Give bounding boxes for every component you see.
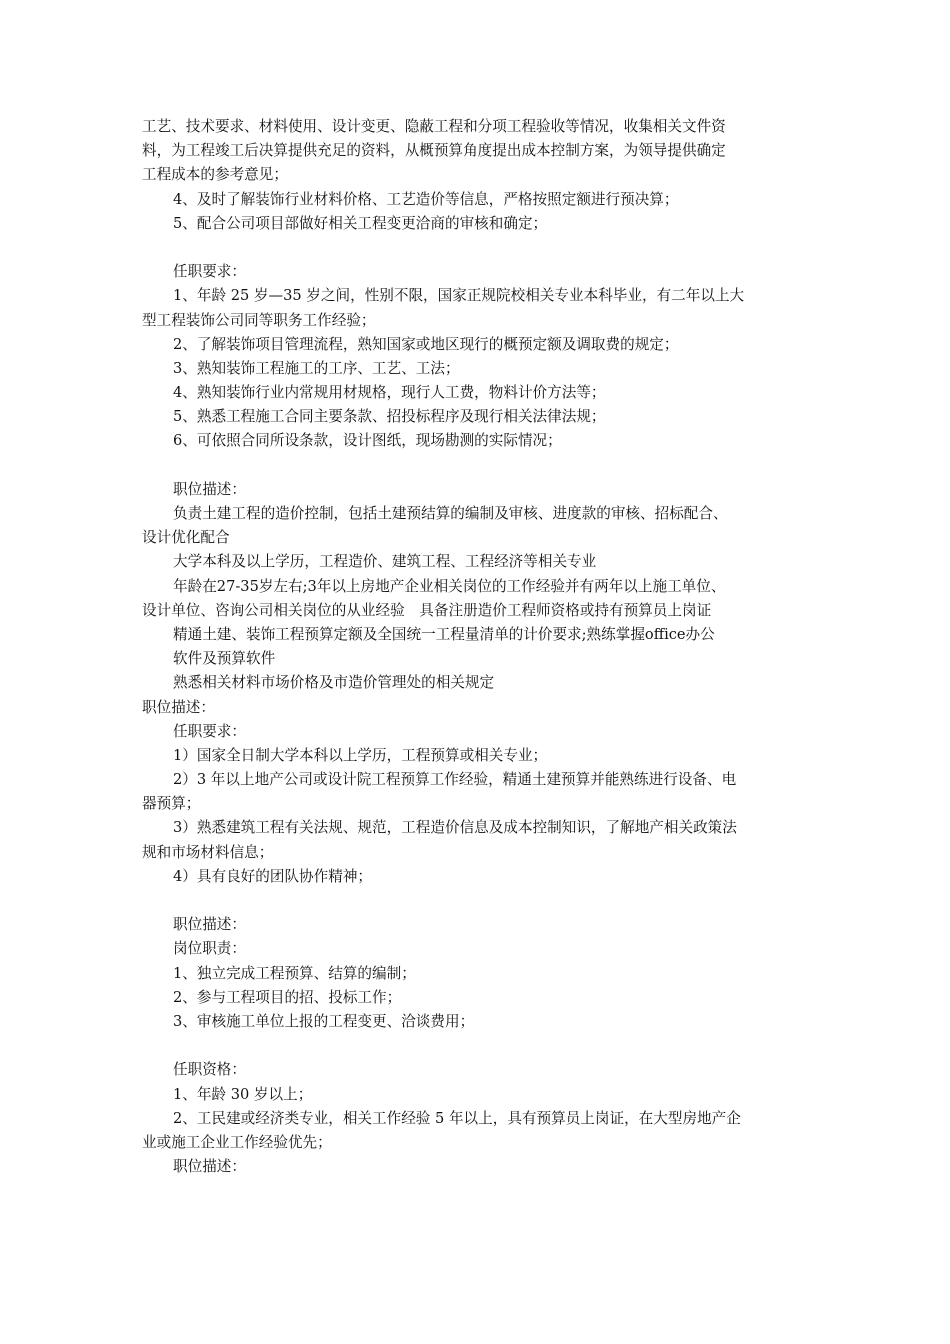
text-line: 工艺、技术要求、材料使用、设计变更、隐蔽工程和分项工程验收等情况，收集相关文件资 — [142, 118, 726, 135]
text-line: 设计优化配合 — [142, 529, 230, 547]
text-line: 业或施工企业工作经验优先； — [142, 1133, 332, 1151]
text-line: 软件及预算软件 — [173, 650, 276, 668]
text-line: 2）3 年以上地产公司或设计院工程预算工作经验，精通土建预算并能熟练进行设备、电 — [173, 771, 737, 789]
text-line: 职位描述： — [142, 698, 215, 716]
text-line: 岗位职责： — [173, 940, 246, 958]
text-line: 2、了解装饰项目管理流程，熟知国家或地区现行的概预定额及调取费的规定； — [173, 335, 679, 353]
text-line: 任职要求： — [173, 263, 246, 281]
text-line: 1、年龄 25 岁—35 岁之间，性别不限，国家正规院校相关专业本科毕业，有二年以上大 — [173, 287, 745, 305]
blank-line — [142, 236, 814, 260]
text-line: 任职要求： — [173, 722, 246, 740]
text-line: 职位描述： — [173, 480, 246, 498]
text-line: 3）熟悉建筑工程有关法规、规范，工程造价信息及成本控制知识，了解地产相关政策法 — [173, 819, 737, 837]
text-line: 工程成本的参考意见； — [142, 166, 288, 184]
text-line: 年龄在27-35岁左右;3年以上房地产企业相关岗位的工作经验并有两年以上施工单位、 — [173, 577, 726, 595]
text-line: 3、审核施工单位上报的工程变更、洽谈费用； — [173, 1012, 475, 1030]
text-line: 任职资格： — [173, 1061, 246, 1079]
text-line: 5、熟悉工程施工合同主要条款、招投标程序及现行相关法律法规； — [173, 408, 606, 426]
text-line: 1）国家全日制大学本科以上学历，工程预算或相关专业； — [173, 746, 548, 764]
text-line: 2、工民建或经济类专业，相关工作经验 5 年以上，具有预算员上岗证，在大型房地产企 — [173, 1109, 741, 1127]
text-line: 4、熟知装饰行业内常规用材规格，现行人工费，物料计价方法等； — [173, 384, 606, 402]
blank-line — [142, 454, 814, 478]
text-line: 器预算； — [142, 795, 201, 813]
text-line: 5、配合公司项目部做好相关工程变更洽商的审核和确定； — [173, 214, 548, 232]
text-line: 1、独立完成工程预算、结算的编制； — [173, 964, 416, 982]
text-line: 设计单位、咨询公司相关岗位的从业经验 具备注册造价工程师资格或持有预算员上岗证 — [142, 601, 712, 619]
text-line: 6、可依照合同所设条款，设计图纸，现场勘测的实际情况； — [173, 432, 562, 450]
text-line: 4、及时了解装饰行业材料价格、工艺造价等信息，严格按照定额进行预决算； — [173, 190, 679, 208]
text-line: 规和市场材料信息； — [142, 843, 274, 861]
text-line: 精通土建、装饰工程预算定额及全国统一工程量清单的计价要求;熟练掌握office办公 — [173, 625, 715, 643]
text-line: 熟悉相关材料市场价格及市造价管理处的相关规定 — [173, 674, 495, 692]
text-line: 4）具有良好的团队协作精神； — [173, 867, 373, 885]
blank-line — [142, 1034, 814, 1058]
text-line: 料，为工程竣工后决算提供充足的资料，从概预算角度提出成本控制方案，为领导提供确定 — [142, 142, 726, 160]
text-line: 大学本科及以上学历，工程造价、建筑工程、工程经济等相关专业 — [173, 553, 597, 571]
text-line: 型工程装饰公司同等职务工作经验； — [142, 311, 376, 329]
text-line: 负责土建工程的造价控制，包括土建预结算的编制及审核、进度款的审核、招标配合、 — [173, 505, 728, 522]
document-body — [142, 115, 814, 1179]
blank-line — [142, 889, 814, 913]
text-line: 职位描述： — [173, 1158, 246, 1176]
text-line: 2、参与工程项目的招、投标工作； — [173, 988, 402, 1006]
text-line: 职位描述： — [173, 916, 246, 934]
text-line: 1、年龄 30 岁以上； — [173, 1085, 313, 1103]
text-line: 3、熟知装饰工程施工的工序、工艺、工法； — [173, 359, 460, 377]
